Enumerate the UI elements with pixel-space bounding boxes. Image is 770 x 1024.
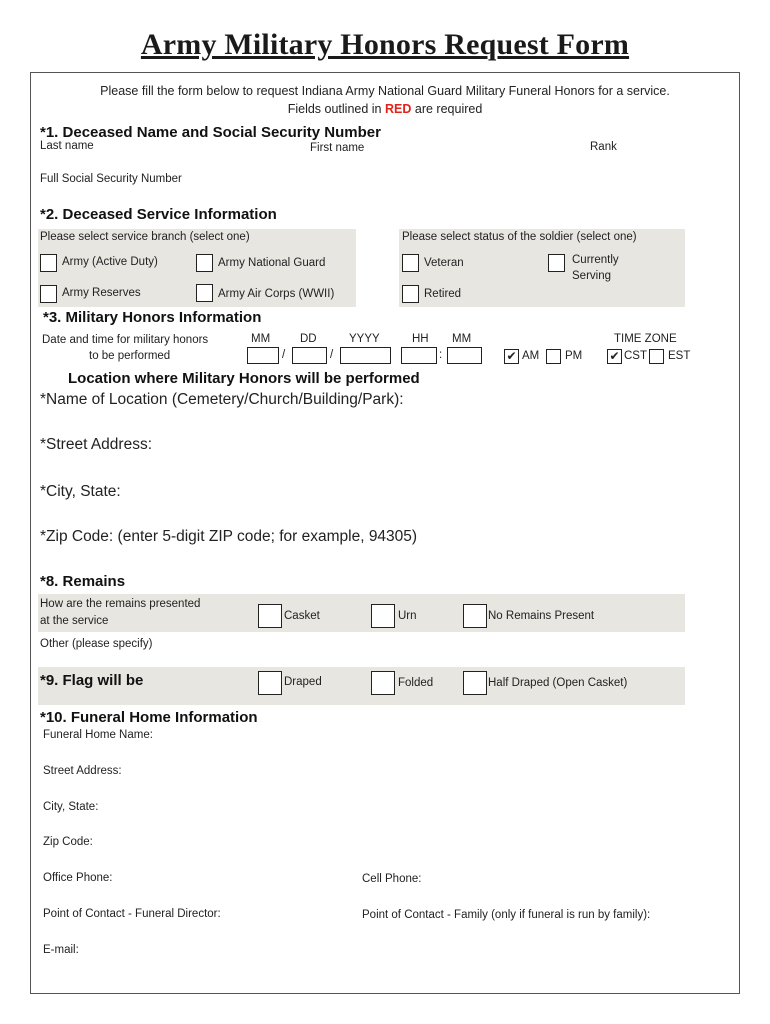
status-retired-checkbox[interactable] xyxy=(402,285,419,303)
location-street-field[interactable]: *Street Address: xyxy=(40,436,153,453)
remains-urn-checkbox[interactable] xyxy=(371,604,395,628)
status-currently-label-2: Serving xyxy=(572,270,611,282)
year-input[interactable] xyxy=(340,347,391,364)
remains-urn-label: Urn xyxy=(398,610,417,622)
remains-casket-checkbox[interactable] xyxy=(258,604,282,628)
minute-input[interactable] xyxy=(447,347,482,364)
am-checkbox[interactable]: ✔ xyxy=(504,349,519,364)
flag-draped-label: Draped xyxy=(284,676,322,688)
cst-checkbox[interactable]: ✔ xyxy=(607,349,622,364)
funeral-home-name-field[interactable]: Funeral Home Name: xyxy=(43,729,153,741)
dd-label: DD xyxy=(300,333,317,345)
poc-family-field[interactable]: Point of Contact - Family (only if funeral is run by family): xyxy=(362,909,651,921)
date-label-1: Date and time for military honors xyxy=(42,334,209,346)
section-10-heading: *10. Funeral Home Information xyxy=(40,709,258,726)
remains-none-label: No Remains Present xyxy=(488,610,595,622)
ssn-field[interactable]: Full Social Security Number xyxy=(40,173,182,185)
remains-other-field[interactable]: Other (please specify) xyxy=(40,638,153,650)
location-name-field[interactable]: *Name of Location (Cemetery/Church/Building/Park): xyxy=(40,391,404,408)
intro-red: RED xyxy=(385,102,412,116)
branch-national-guard-label: Army National Guard xyxy=(218,257,326,269)
funeral-home-zip-field[interactable]: Zip Code: xyxy=(43,836,93,848)
date-label-2: to be performed xyxy=(89,350,171,362)
day-input[interactable] xyxy=(292,347,327,364)
hh-label: HH xyxy=(412,333,429,345)
funeral-home-street-field[interactable]: Street Address: xyxy=(43,765,122,777)
cst-label: CST xyxy=(624,350,647,362)
branch-active-duty-label: Army (Active Duty) xyxy=(62,256,158,268)
rank-field[interactable]: Rank xyxy=(590,141,617,153)
est-label: EST xyxy=(668,350,691,362)
remains-prompt-1: How are the remains presented xyxy=(40,598,201,610)
cell-phone-field[interactable]: Cell Phone: xyxy=(362,873,422,885)
est-checkbox[interactable] xyxy=(649,349,664,364)
intro-suffix: are required xyxy=(414,102,483,116)
min-label: MM xyxy=(452,333,472,345)
status-currently-serving-checkbox[interactable] xyxy=(548,254,565,272)
branch-prompt: Please select service branch (select one) xyxy=(40,231,250,243)
branch-reserves-label: Army Reserves xyxy=(62,287,141,299)
location-heading: Location where Military Honors will be performed xyxy=(68,370,420,387)
branch-active-duty-checkbox[interactable] xyxy=(40,254,57,272)
branch-air-corps-label: Army Air Corps (WWII) xyxy=(218,288,335,300)
flag-half-draped-checkbox[interactable] xyxy=(463,671,487,695)
location-city-field[interactable]: *City, State: xyxy=(40,483,121,500)
timezone-label: TIME ZONE xyxy=(614,333,677,345)
hour-input[interactable] xyxy=(401,347,437,364)
status-prompt: Please select status of the soldier (select one) xyxy=(402,231,637,243)
section-3-heading: *3. Military Honors Information xyxy=(43,309,262,326)
flag-folded-label: Folded xyxy=(398,677,434,689)
email-field[interactable]: E-mail: xyxy=(43,944,79,956)
last-name-field[interactable]: Last name xyxy=(40,140,94,152)
status-veteran-checkbox[interactable] xyxy=(402,254,419,272)
remains-none-checkbox[interactable] xyxy=(463,604,487,628)
mm-label: MM xyxy=(251,333,271,345)
status-retired-label: Retired xyxy=(424,288,462,300)
funeral-home-city-field[interactable]: City, State: xyxy=(43,801,99,813)
intro-prefix: Fields outlined in xyxy=(287,102,382,116)
date-slash-1: / xyxy=(282,349,286,361)
page-title: Army Military Honors Request Form xyxy=(140,28,630,61)
flag-half-draped-label: Half Draped (Open Casket) xyxy=(488,677,628,689)
status-currently-label-1: Currently xyxy=(572,254,619,266)
flag-folded-checkbox[interactable] xyxy=(371,671,395,695)
remains-prompt-2: at the service xyxy=(40,615,109,627)
section-9-heading: *9. Flag will be xyxy=(40,672,144,689)
first-name-field[interactable]: First name xyxy=(310,142,365,154)
location-zip-field[interactable]: *Zip Code: (enter 5-digit ZIP code; for example, 94305) xyxy=(40,528,418,545)
intro-line-2 xyxy=(0,102,770,116)
remains-casket-label: Casket xyxy=(284,610,320,622)
branch-air-corps-checkbox[interactable] xyxy=(196,284,213,302)
section-1-heading: *1. Deceased Name and Social Security Number xyxy=(40,124,381,141)
pm-checkbox[interactable] xyxy=(546,349,561,364)
date-slash-2: / xyxy=(330,349,334,361)
month-input[interactable] xyxy=(247,347,279,364)
section-8-heading: *8. Remains xyxy=(40,573,126,590)
office-phone-field[interactable]: Office Phone: xyxy=(43,872,113,884)
branch-national-guard-checkbox[interactable] xyxy=(196,254,213,272)
time-colon: : xyxy=(439,349,443,361)
am-label: AM xyxy=(522,350,540,362)
branch-reserves-checkbox[interactable] xyxy=(40,285,57,303)
intro-line-1: Please fill the form below to request Indiana Army National Guard Military Funeral Honors for a service. xyxy=(100,84,670,98)
status-veteran-label: Veteran xyxy=(424,257,464,269)
flag-draped-checkbox[interactable] xyxy=(258,671,282,695)
pm-label: PM xyxy=(565,350,583,362)
yyyy-label: YYYY xyxy=(349,333,380,345)
poc-director-field[interactable]: Point of Contact - Funeral Director: xyxy=(43,908,221,920)
section-2-heading: *2. Deceased Service Information xyxy=(40,206,277,223)
